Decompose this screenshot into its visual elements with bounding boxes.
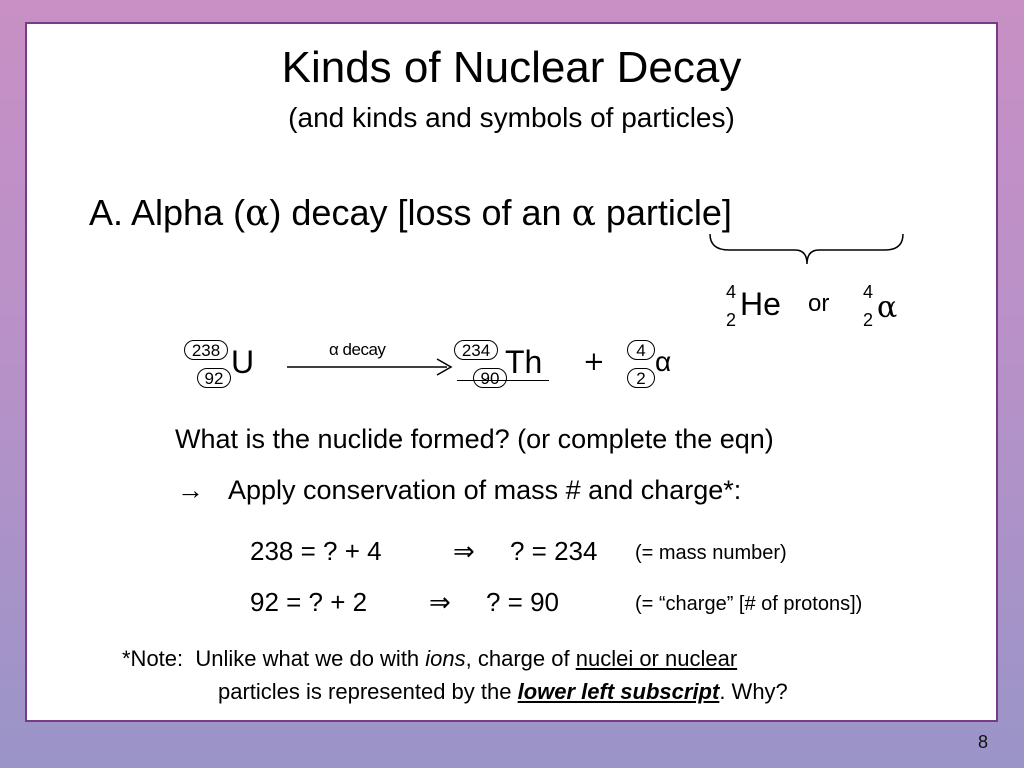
alpha-atomic-number: 2: [863, 310, 874, 330]
thorium-underline: [457, 380, 549, 381]
charge-eq-rhs: ? = 90: [486, 587, 560, 617]
mass-eq-note: (= mass number): [635, 542, 787, 564]
charge-eq-note: (= “charge” [# of protons]): [635, 593, 863, 615]
section-a-middle: ) decay [loss of an: [269, 192, 572, 233]
note-line-2: [218, 679, 788, 705]
plus-sign: +: [583, 347, 605, 377]
he-atomic-number: 2: [726, 310, 737, 330]
alpha-mass-number: 4: [863, 282, 874, 302]
nuclei-text: nuclei or nuclear: [575, 646, 738, 671]
alpha-decay-label: α decay: [329, 340, 386, 359]
apply-arrow-icon: →: [177, 475, 204, 505]
slide-subtitle: (and kinds and symbols of particles): [288, 102, 735, 133]
note-text-4: . Why?: [719, 679, 788, 704]
lower-left-subscript-text: lower left subscript: [517, 679, 720, 704]
u-charge-oval: 92: [197, 368, 231, 388]
note-text-3: particles is represented by the: [218, 679, 518, 704]
slide: [25, 22, 998, 722]
uranium-symbol: U: [231, 344, 255, 380]
implies-icon: ⇒: [453, 536, 475, 566]
he-symbol: He: [740, 286, 781, 322]
alpha-mass-oval: 4: [627, 340, 655, 360]
alpha-particle-symbol: α: [877, 290, 898, 325]
page-number: 8: [977, 732, 988, 752]
charge-eq-lhs: 92 = ? + 2: [250, 587, 368, 617]
or-text: or: [808, 290, 830, 317]
u-mass-oval: 238: [184, 340, 228, 360]
alpha-symbol-2: α: [571, 193, 596, 234]
he-mass-number: 4: [726, 282, 737, 302]
section-a-suffix: particle]: [595, 192, 732, 233]
note-text-1: Unlike what we do with: [195, 646, 426, 671]
reaction-arrow-icon: [285, 356, 457, 376]
section-a-heading: [89, 192, 732, 234]
note-label: *Note:: [122, 646, 184, 671]
mass-eq-lhs: 238 = ? + 4: [250, 536, 382, 566]
th-charge-oval: 90: [473, 368, 507, 388]
implies-icon-2: ⇒: [429, 587, 451, 617]
th-mass-oval: 234: [454, 340, 498, 360]
alpha-symbol: α: [245, 193, 270, 234]
section-a-prefix: A. Alpha (: [89, 192, 246, 233]
thorium-symbol: Th: [505, 344, 543, 380]
apply-text: Apply conservation of mass # and charge*:: [228, 475, 742, 505]
question-text: What is the nuclide formed? (or complete the eqn): [175, 424, 774, 454]
alpha-charge-oval: 2: [627, 368, 655, 388]
slide-title: Kinds of Nuclear Decay: [281, 43, 742, 92]
curly-brace-icon: [707, 230, 907, 270]
note-text-2: , charge of: [465, 646, 576, 671]
note-line-1: [122, 646, 737, 672]
ions-text: ions: [425, 646, 466, 671]
mass-eq-rhs: ? = 234: [510, 536, 598, 566]
alpha-product-symbol: α: [655, 346, 672, 377]
